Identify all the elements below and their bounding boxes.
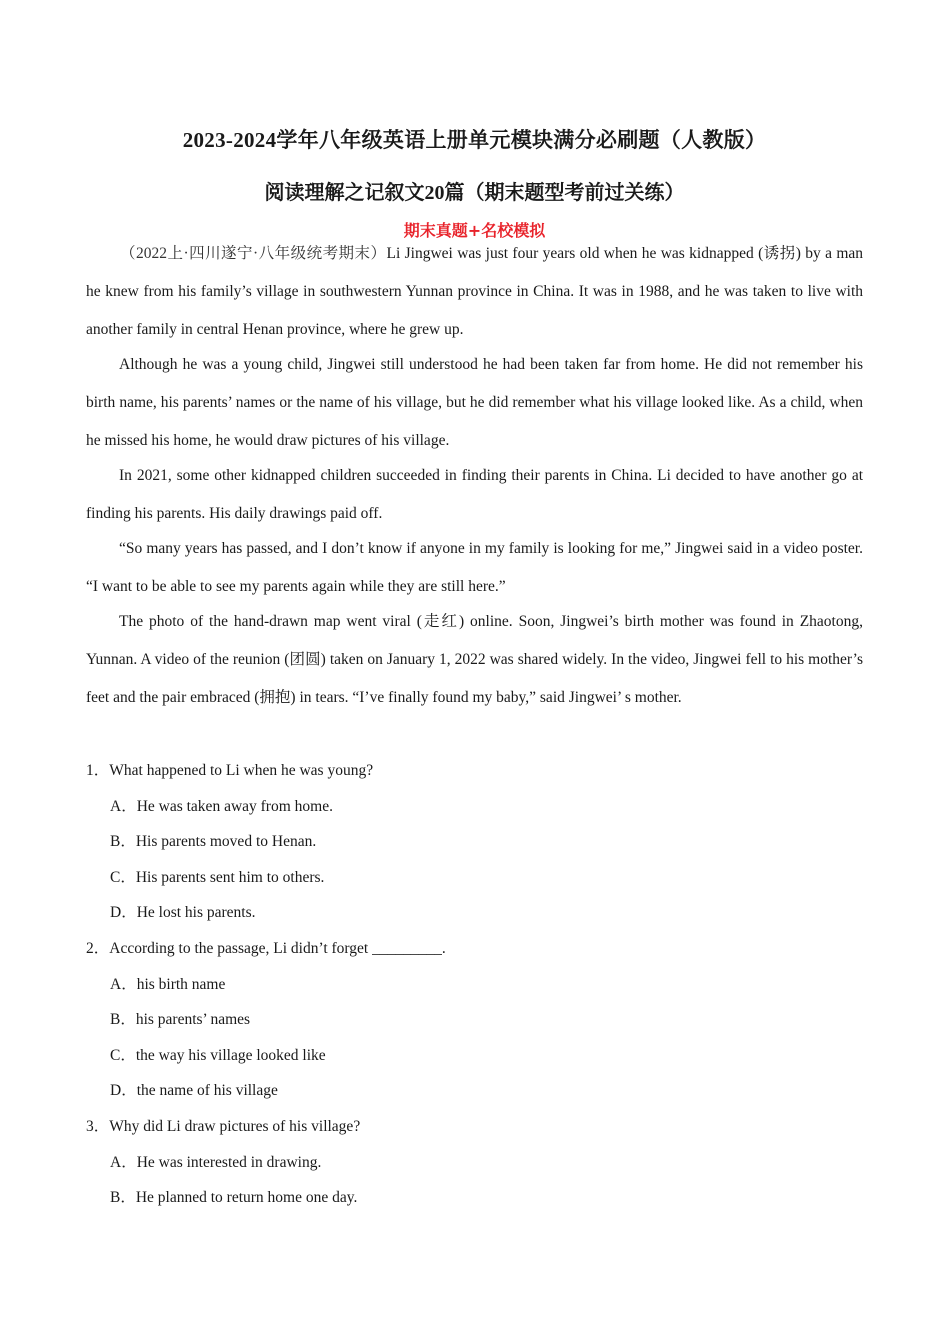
answer-option: B．His parents moved to Henan.: [110, 833, 317, 851]
answer-option: B．his parents’ names: [110, 1011, 251, 1029]
question-stem: 3．Why did Li draw pictures of his village?: [86, 1117, 361, 1135]
section-label: 期末真题+名校模拟: [403, 221, 546, 240]
passage-paragraph-1: [86, 235, 863, 349]
question-list: [86, 753, 863, 1216]
passage-paragraph-2: Although he was a young child, Jingwei still understood he had been taken far from home. He did not remember his birth name, his parents’ names or the name of his village, but he did remember what his village looked like. As a child, when he missed his home, he would draw pictures of his village.: [86, 356, 863, 449]
passage-text: Li Jingwei was just four years old when he was kidnapped (诱拐) by a man he knew from his family’s village in southwestern Yunnan province in China. It was in 1988, and he was taken to live with another family in central Henan province, where he grew up.: [86, 245, 864, 338]
question-stem: 2．According to the passage, Li didn’t forget _________.: [86, 939, 446, 957]
answer-option: B．He planned to return home one day.: [110, 1189, 358, 1207]
answer-option: C．the way his village looked like: [110, 1046, 326, 1064]
answer-option: A．He was interested in drawing.: [110, 1153, 322, 1171]
answer-option: D．He lost his parents.: [110, 904, 256, 922]
passage-source: （2022上·四川遂宁·八年级统考期末）: [120, 245, 387, 262]
question-stem: 1．What happened to Li when he was young?: [86, 762, 374, 779]
passage-paragraph-5: The photo of the hand-drawn map went viral (走红) online. Soon, Jingwei’s birth mother was found in Zhaotong, Yunnan. A video of the reunion (团圆) taken on January 1, 2022 was shared widely. In the video, Jingwei fell to his mother’s feet and the pair embraced (拥抱) in tears. “I’ve finally found my baby,” said Jingwei’ s mother.: [86, 613, 863, 706]
document-title: 2023-2024学年八年级英语上册单元模块满分必刷题（人教版）: [182, 128, 767, 152]
answer-option: A．He was taken away from home.: [110, 797, 333, 815]
answer-option: A．his birth name: [110, 975, 226, 993]
answer-option: C．His parents sent him to others.: [110, 868, 325, 886]
answer-option: D．the name of his village: [110, 1082, 278, 1100]
passage-paragraph-3: In 2021, some other kidnapped children succeeded in finding their parents in China. Li decided to have another go at finding his parents. His daily drawings paid off.: [86, 467, 863, 522]
reading-passage: [86, 235, 863, 714]
passage-paragraph-4: “So many years has passed, and I don’t know if anyone in my family is looking for me,” Jingwei said in a video poster. “I want to be able to see my parents again while they are still here.”: [86, 540, 863, 595]
document-subtitle: 阅读理解之记叙文20篇（期末题型考前过关练）: [264, 182, 685, 204]
